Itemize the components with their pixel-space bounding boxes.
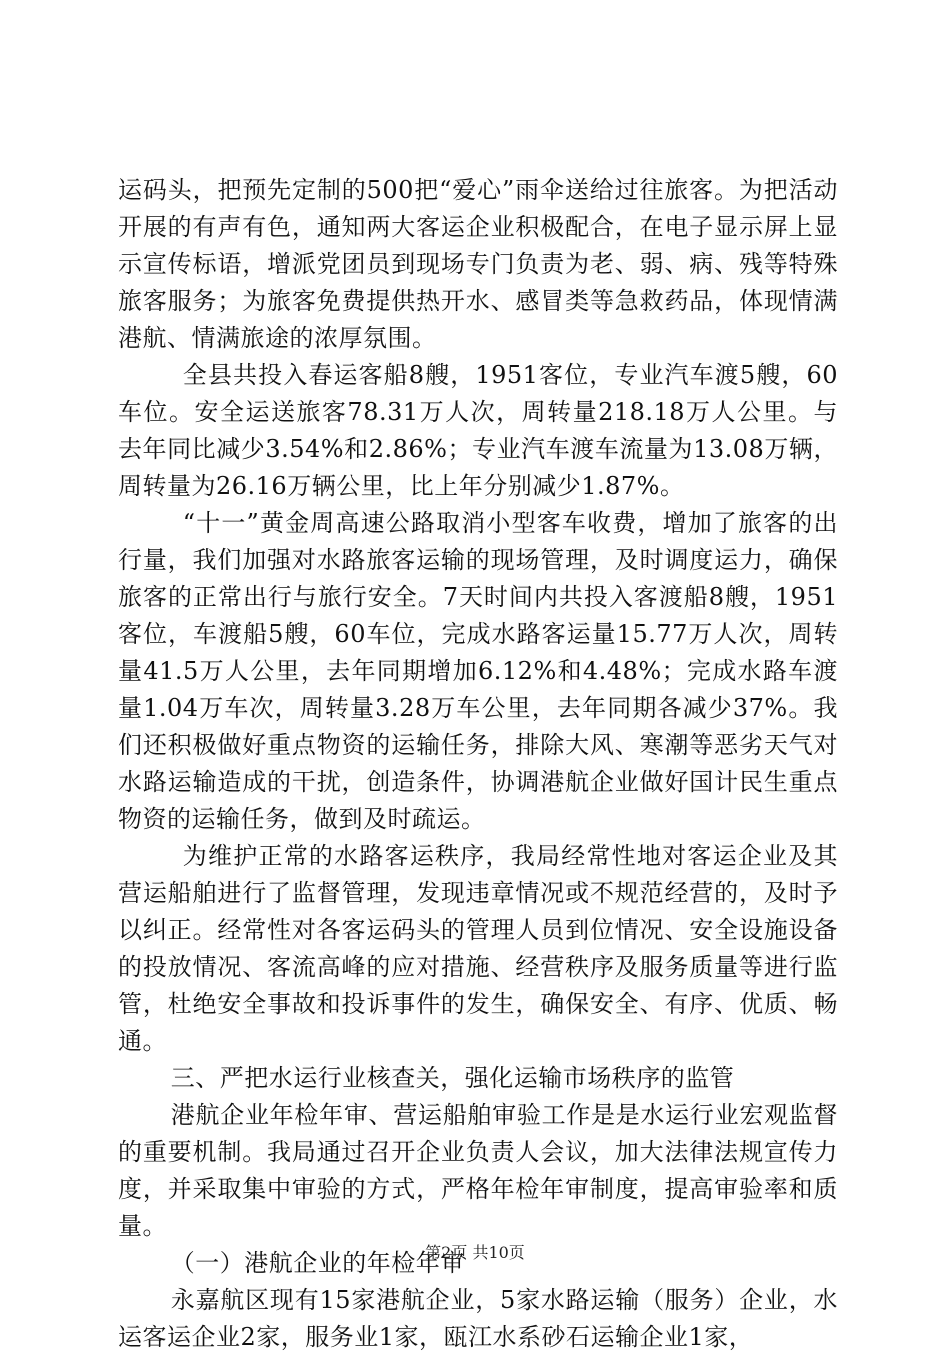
page-number-label: 第2页 共10页 [425,1243,525,1262]
paragraph-golden-week: “十一”黄金周高速公路取消小型客车收费，增加了旅客的出行量，我们加强对水路旅客运输的现场管理，及时调度运力，确保旅客的正常出行与旅行安全。7天时间内共投入客渡船8艘，1951客位，车渡船5艘，60车位，完成水路客运量15.77万人次，周转量41.5万人公里，去年同期增加6.12%和4.48%；完成水路车渡量1.04万车次，周转量3.28万车公里，去年同期各减少37%。我们还积极做好重点物资的运输任务，排除大风、寒潮等恶劣天气对水路运输造成的干扰，创造条件，协调港航企业做好国计民生重点物资的运输任务，做到及时疏运。 [118,509,838,833]
paragraph-passenger-order: 为维护正常的水路客运秩序，我局经常性地对客运企业及其营运船舶进行了监督管理，发现违章情况或不规范经营的，及时予以纠正。经常性对各客运码头的管理人员到位情况、安全设施设备的投放情况、客流高峰的应对措施、经营秩序及服务质量等进行监管，杜绝安全事故和投诉事件的发生，确保安全、有序、优质、畅通。 [118,842,838,1055]
paragraph-festival-activities: 运码头，把预先定制的500把“爱心”雨伞送给过往旅客。为把活动开展的有声有色，通知两大客运企业积极配合，在电子显示屏上显示宣传标语，增派党团员到现场专门负责为老、弱、病、残等特殊旅客服务；为旅客免费提供热开水、感冒类等急救药品，体现情满港航、情满旅途的浓厚氛围。 [118,176,838,352]
paragraph-spring-transport-stats: 全县共投入春运客船8艘，1951客位，专业汽车渡5艘，60车位。安全运送旅客78.31万人次，周转量218.18万人公里。与去年同比减少3.54%和2.86%；专业汽车渡车流量为13.08万辆，周转量为26.16万辆公里，比上年分别减少1.87%。 [118,361,838,500]
paragraph-annual-inspection: 港航企业年检年审、营运船舶审验工作是是水运行业宏观监督的重要机制。我局通过召开企业负责人会议，加大法律法规宣传力度，并采取集中审验的方式，严格年检年审制度，提高审验率和质量。 [118,1101,838,1240]
page-footer [0,1243,950,1263]
paragraph-enterprise-count: 永嘉航区现有15家港航企业，5家水路运输（服务）企业，水运客运企业2家，服务业1家，瓯江水系砂石运输企业1家， [118,1286,838,1351]
section-heading-three: 三、严把水运行业核查关，强化运输市场秩序的监管 [170,1064,735,1092]
document-body [118,172,838,1356]
subsection-heading-one: （一）港航企业的年检年审 [170,1249,465,1277]
